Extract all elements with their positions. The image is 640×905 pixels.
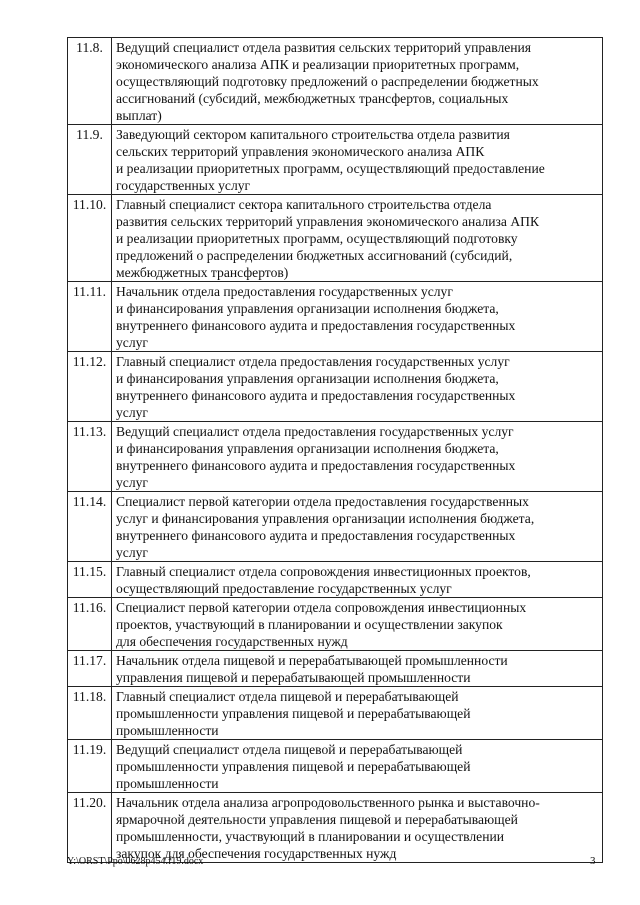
row-text: Главный специалист отдела предоставления государственных услуг и финансирования управления организации исполнения бюджета, внутреннего финансового аудита и предоставления государственных услуг xyxy=(112,352,603,422)
row-number: 11.15. xyxy=(68,562,112,598)
table-row xyxy=(68,793,603,863)
row-text: Ведущий специалист отдела пищевой и перерабатывающей промышленности управления пищевой и перерабатывающей промышленности xyxy=(112,740,603,793)
table-row xyxy=(68,195,603,282)
row-number: 11.10. xyxy=(68,195,112,282)
row-number: 11.13. xyxy=(68,422,112,492)
table-row xyxy=(68,651,603,687)
row-number: 11.12. xyxy=(68,352,112,422)
table-row xyxy=(68,687,603,740)
table-row xyxy=(68,282,603,352)
row-text: Главный специалист отдела пищевой и перерабатывающей промышленности управления пищевой и перерабатывающей промышленности xyxy=(112,687,603,740)
row-number: 11.17. xyxy=(68,651,112,687)
footer-file-path: Y:\ORST\Ppo\0628p454.f19.docx xyxy=(67,856,204,867)
row-number: 11.18. xyxy=(68,687,112,740)
row-number: 11.11. xyxy=(68,282,112,352)
row-text: Ведущий специалист отдела предоставления государственных услуг и финансирования управления организации исполнения бюджета, внутреннего финансового аудита и предоставления государственных услуг xyxy=(112,422,603,492)
table-row xyxy=(68,352,603,422)
row-number: 11.16. xyxy=(68,598,112,651)
row-number: 11.8. xyxy=(68,38,112,125)
row-text: Начальник отдела предоставления государственных услуг и финансирования управления организации исполнения бюджета, внутреннего финансового аудита и предоставления государственных услуг xyxy=(112,282,603,352)
table-row xyxy=(68,598,603,651)
row-text: Заведующий сектором капитального строительства отдела развития сельских территорий управления экономического анализа АПК и реализации приоритетных программ, осуществляющий предоставление государственных услуг xyxy=(112,125,603,195)
row-text: Ведущий специалист отдела развития сельских территорий управления экономического анализа АПК и реализации приоритетных программ, осуществляющий подготовку предложений о распределении бюджетных ассигнований (субсидий, межбюджетных трансфертов, социальных выплат) xyxy=(112,38,603,125)
row-text: Специалист первой категории отдела предоставления государственных услуг и финансирования управления организации исполнения бюджета, внутреннего финансового аудита и предоставления государственных услуг xyxy=(112,492,603,562)
row-text: Начальник отдела анализа агропродовольственного рынка и выставочно- ярмарочной деятельности управления пищевой и перерабатывающей промышленности, участвующий в планировании и осуществлении закупок для обеспечения государственных нужд xyxy=(112,793,603,863)
row-text: Главный специалист отдела сопровождения инвестиционных проектов, осуществляющий предоставление государственных услуг xyxy=(112,562,603,598)
row-number: 11.19. xyxy=(68,740,112,793)
table-row xyxy=(68,492,603,562)
page-number: 3 xyxy=(590,855,596,867)
table-row xyxy=(68,562,603,598)
table-row xyxy=(68,38,603,125)
row-number: 11.9. xyxy=(68,125,112,195)
table-row xyxy=(68,422,603,492)
row-text: Специалист первой категории отдела сопровождения инвестиционных проектов, участвующий в планировании и осуществлении закупок для обеспечения государственных нужд xyxy=(112,598,603,651)
table-row xyxy=(68,740,603,793)
row-number: 11.20. xyxy=(68,793,112,863)
table-row xyxy=(68,125,603,195)
row-text: Главный специалист сектора капитального строительства отдела развития сельских территорий управления экономического анализа АПК и реализации приоритетных программ, осуществляющий подготовку предложений о распределении бюджетных ассигнований (субсидий, межбюджетных трансфертов) xyxy=(112,195,603,282)
positions-table xyxy=(67,37,603,863)
row-number: 11.14. xyxy=(68,492,112,562)
row-text: Начальник отдела пищевой и перерабатывающей промышленности управления пищевой и перерабатывающей промышленности xyxy=(112,651,603,687)
